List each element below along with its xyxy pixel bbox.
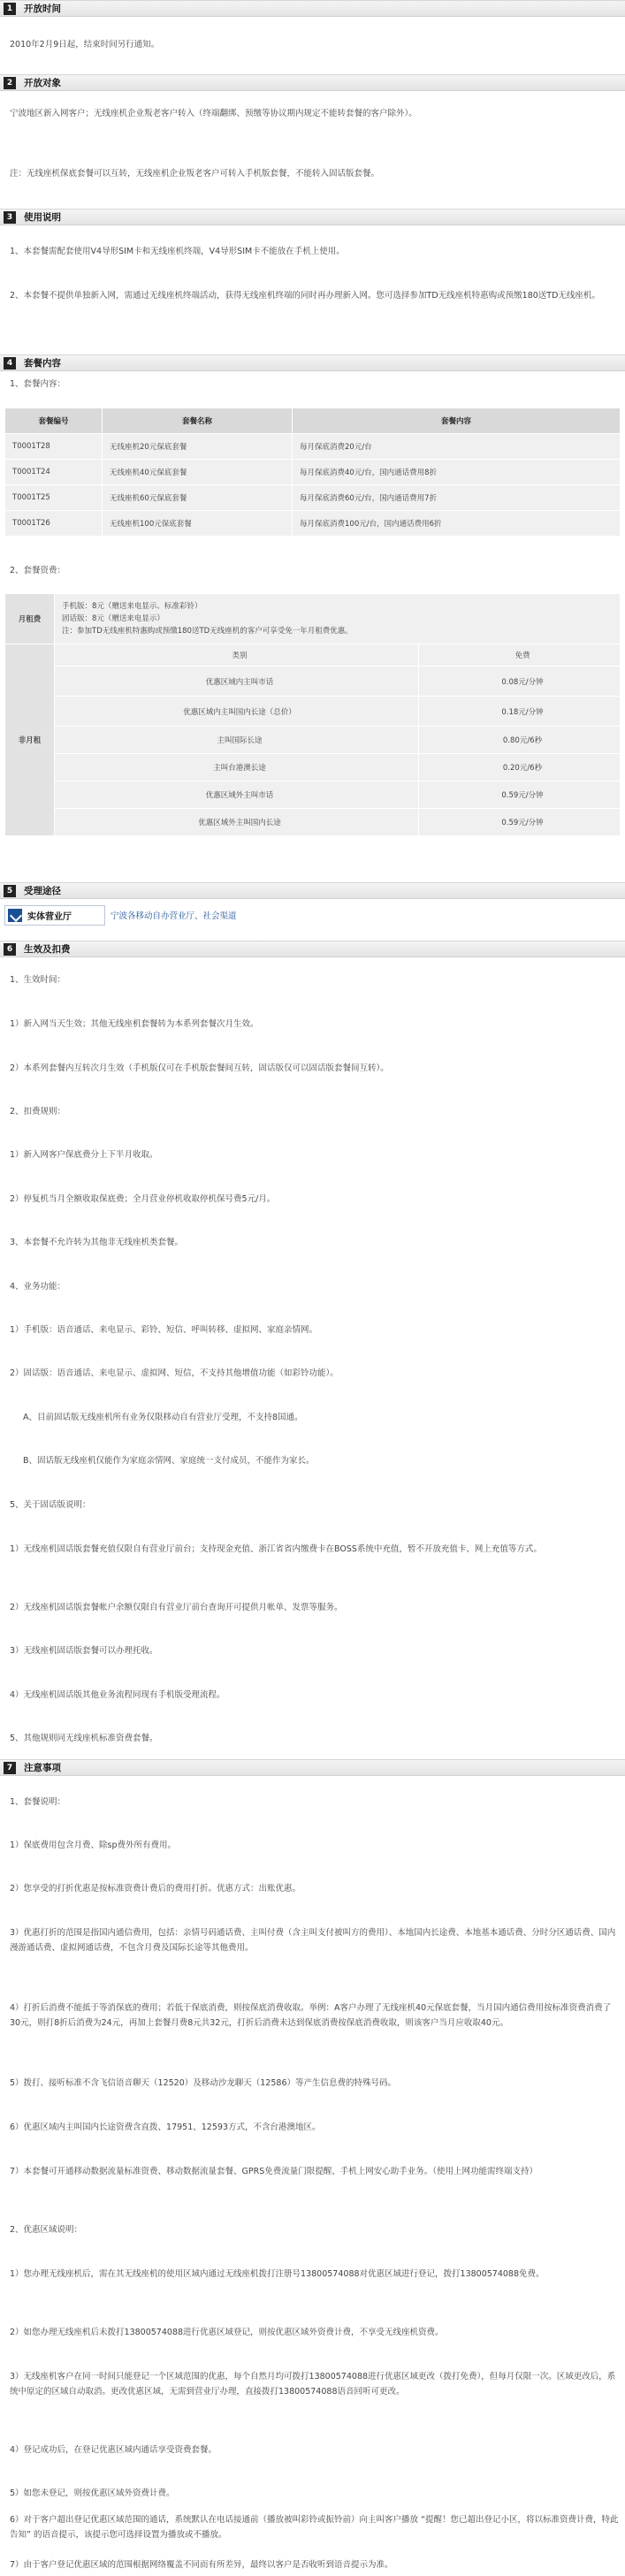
- paragraph: 6）对于客户超出登记优惠区域范围的通话，系统默认在电话接通前（播放被叫彩铃或振铃前）向主叫客户播放 “提醒！您已超出登记小区，将以标准资费计费，特此告知” 的语音提示，该提示您可选择设置为播放或不播放。: [10, 2515, 619, 2540]
- paragraph: 3）无线座机客户在同一时间只能登记一个区域范围的优惠，每个自然月均可拨打13800574088进行优惠区域更改（拨打免费），但每月仅限一次。区域更改后，系统中原定的区域自动取消。更改优惠区域，无需到营业厅办理，直接拨打13800574088语音回听可更改。: [10, 2372, 616, 2397]
- table-cell: 优惠区域外主叫市话: [55, 781, 419, 809]
- paragraph: 1、生效时间：: [10, 975, 66, 985]
- table-row: [5, 460, 621, 485]
- paragraph: 2、本套餐不提供单独新入网，需通过无线座机终端活动，获得无线座机终端的同时再办理新入网。您可选择参加TD无线座机特惠购或预缴180送TD无线座机。: [10, 291, 600, 301]
- paragraph: 2、扣费规则：: [10, 1107, 66, 1117]
- section-package-content: [0, 354, 625, 882]
- paragraph: 2）固话版：语音通话、来电显示、虚拟网、短信，不支持其他增值功能（如彩铃功能）。: [10, 1368, 339, 1378]
- table-cell: 0.08元/分钟: [419, 667, 621, 697]
- table-row: [5, 594, 621, 644]
- table-header: 套餐编号: [5, 408, 103, 434]
- paragraph: 宁波地区新入网客户；无线座机企业叛老客户转入（终端翻绑、预缴等协议期内规定不能转套餐的客户除外）。: [10, 109, 417, 118]
- paragraph: 5）拨打、接听标准不含飞信语音聊天（12520）及移动沙龙聊天（12586）等产生信息费的特殊号码。: [10, 2078, 396, 2088]
- paragraph: 3）优惠打折的范围是指国内通信费用，包括：亲情号码通话费、主叫付费（含主叫支付被叫方的费用）、本地国内长途费、本地基本通话费、分时分区通话费、国内漫游通话费、虚拟网通话费，不包含月费及国际长途等其他费用。: [10, 1928, 616, 1953]
- table-cell: 每月保底消费100元/台，国内通话费用6折: [293, 511, 621, 537]
- check-icon: [8, 909, 22, 922]
- nonmonthly-label: 非月租: [5, 644, 55, 836]
- section-title: 套餐内容: [24, 358, 61, 369]
- section-notes: [0, 1759, 625, 2576]
- paragraph: 3、本套餐不允许转为其他非无线座机类套餐。: [10, 1238, 184, 1247]
- paragraph: 7）由于客户登记优惠区域的范围根据网络覆盖不同而有所差异，最终以客户是否收听到语音提示为准。: [10, 2560, 393, 2570]
- section-title: 注意事项: [24, 1763, 61, 1773]
- section-header: [0, 209, 625, 225]
- section-number: 1: [4, 3, 16, 15]
- table-cell: 0.59元/分钟: [419, 809, 621, 836]
- monthly-line: 固话版：8元（赠送来电显示）: [62, 614, 164, 623]
- section-effect-billing: [0, 941, 625, 1759]
- section-open-time: [0, 0, 625, 74]
- table-cell: 无线座机20元保底套餐: [103, 434, 293, 460]
- paragraph: 4）登记成功后，在登记优惠区域内通话享受资费套餐。: [10, 2445, 217, 2455]
- section-usage: [0, 209, 625, 354]
- section-title: 开放时间: [24, 4, 61, 14]
- table-header: 免费: [419, 644, 621, 667]
- table-header: 类别: [55, 644, 419, 667]
- monthly-line: 手机版：8元（赠送来电显示、标准彩铃）: [62, 602, 202, 611]
- store-badge-label: 实体营业厅: [27, 912, 72, 922]
- table-cell: 0.80元/6秒: [419, 727, 621, 754]
- section-channels: [0, 882, 625, 941]
- section-title: 使用说明: [24, 212, 61, 223]
- paragraph: 1）保底费用包含月费、除sp费外所有费用。: [10, 1841, 177, 1850]
- table-cell: 无线座机100元保底套餐: [103, 511, 293, 537]
- table-cell: 无线座机60元保底套餐: [103, 485, 293, 511]
- section-title: 开放对象: [24, 78, 61, 88]
- table-cell: 优惠区域内主叫国内长途（总价）: [55, 697, 419, 727]
- section-open-target: [0, 74, 625, 209]
- section-title: 受理途径: [24, 886, 61, 896]
- table-cell: T0001T24: [5, 460, 103, 485]
- fee-table: [4, 593, 621, 836]
- section-number: 7: [4, 1762, 16, 1774]
- paragraph: 1）新入网客户保底费分上下半月收取。: [10, 1150, 158, 1160]
- paragraph: 2010年2月9日起，结束时间另行通知。: [10, 40, 160, 50]
- package-table: [4, 408, 621, 537]
- table-row: [5, 485, 621, 511]
- section-number: 3: [4, 211, 16, 224]
- paragraph: 2）您享受的打折优惠是按标准资费计费后的费用打折。优惠方式：出账优惠。: [10, 1884, 301, 1894]
- channel-link-text[interactable]: 宁波各移动自办营业厅、社会渠道: [111, 911, 237, 921]
- table-cell: 每月保底消费40元/台，国内通话费用8折: [293, 460, 621, 485]
- section-header: [0, 1759, 625, 1776]
- table-cell: T0001T28: [5, 434, 103, 460]
- section-number: 4: [4, 357, 16, 370]
- table-cell: T0001T25: [5, 485, 103, 511]
- section-header: [0, 354, 625, 371]
- paragraph: 2、优惠区域说明：: [10, 2225, 83, 2235]
- paragraph: 1、套餐说明：: [10, 1797, 66, 1807]
- paragraph: 1、套餐内容：: [10, 379, 66, 389]
- section-number: 5: [4, 885, 16, 897]
- paragraph: 注：无线座机保底套餐可以互转，无线座机企业叛老客户可转入手机版套餐，不能转入固话版套餐。: [10, 169, 380, 179]
- table-cell: 每月保底消费20元/台: [293, 434, 621, 460]
- table-row: [5, 511, 621, 537]
- paragraph: 2）无线座机固话版套餐帐户余额仅限自有营业厅前台查询开可提供月帐单、发票等服务。: [10, 1603, 343, 1612]
- paragraph: 7）本套餐可开通移动数据流量标准资费、移动数据流量套餐、GPRS免费流量门限提醒、手机上网安心助手业务。（使用上网功能需终端支持）: [10, 2167, 538, 2176]
- table-header: 套餐内容: [293, 408, 621, 434]
- table-cell: 每月保底消费60元/台，国内通话费用7折: [293, 485, 621, 511]
- table-row: [5, 727, 621, 754]
- table-cell: 主叫国际长途: [55, 727, 419, 754]
- table-cell: 优惠区域外主叫国内长途: [55, 809, 419, 836]
- table-row: [5, 754, 621, 781]
- paragraph: 5）如您未登记，则按优惠区域外资费计费。: [10, 2488, 175, 2498]
- table-cell: 主叫台港澳长途: [55, 754, 419, 781]
- paragraph: 4、业务功能：: [10, 1282, 66, 1292]
- paragraph: 2）停复机当月全额收取保底费；全月营业停机收取停机保号费5元/月。: [10, 1194, 276, 1204]
- store-badge: [4, 905, 105, 926]
- table-row: [5, 434, 621, 460]
- section-number: 2: [4, 77, 16, 89]
- paragraph: 4）无线座机固话版其他业务流程同现有手机版受理流程。: [10, 1690, 225, 1700]
- table-cell: 0.18元/分钟: [419, 697, 621, 727]
- table-row: [5, 667, 621, 697]
- paragraph: 6）优惠区域内主叫国内长途资费含直拨、17951、12593方式，不含台港澳地区。: [10, 2123, 321, 2132]
- table-row: [5, 781, 621, 809]
- section-header: [0, 882, 625, 899]
- table-row: [5, 644, 621, 667]
- paragraph: 5、其他规则同无线座机标准资费套餐。: [10, 1734, 158, 1743]
- section-header: [0, 74, 625, 91]
- table-header: 套餐名称: [103, 408, 293, 434]
- paragraph: 3）无线座机固话版套餐可以办理托收。: [10, 1646, 158, 1656]
- table-row: [5, 697, 621, 727]
- monthly-line: 注：参加TD无线座机特惠购或预缴180送TD无线座机的客户可享受免一年月租费优惠。: [62, 627, 353, 636]
- paragraph: 1）新入网当天生效；其他无线座机套餐转为本系列套餐次月生效。: [10, 1019, 259, 1029]
- table-row: [5, 809, 621, 836]
- paragraph: 2、套餐资费：: [10, 566, 66, 575]
- paragraph: 4）打折后消费不能抵于等消保底的费用；若低于保底消费，则按保底消费收取。举例：A客户办理了无线座机40元保底套餐，当月国内通信费用按标准资费消费了30元，则打8折后消费为24元，再加上套餐月费8元共32元，打折后消费未达到保底消费按保底消费收取，则该客户当月应收取40元。: [10, 2003, 612, 2028]
- table-cell: 0.59元/分钟: [419, 781, 621, 809]
- section-header: [0, 941, 625, 957]
- channels-link[interactable]: [111, 909, 237, 921]
- paragraph: 1、本套餐需配套使用V4导形SIM卡和无线座机终端，V4导形SIM卡不能放在手机上使用。: [10, 247, 345, 256]
- section-header: [0, 0, 625, 17]
- paragraph: 1）手机版：语音通话、来电显示、彩铃、短信、呼叫转移、虚拟网、家庭亲情网。: [10, 1325, 318, 1335]
- paragraph: 1）无线座机固话版套餐充值仅限自有营业厅前台；支持现金充值、浙江省省内缴费卡在BOSS系统中充值，暂不开放充值卡、网上充值等方式。: [10, 1544, 542, 1554]
- paragraph: 1）您办理无线座机后，需在其无线座机的使用区域内通过无线座机拨打注册号13800574088对优惠区域进行登记，拨打13800574088免费。: [10, 2269, 545, 2279]
- section-number: 6: [4, 943, 16, 956]
- paragraph: 2）本系列套餐内互转次月生效（手机版仅可在手机版套餐间互转，固话版仅可以固话版套餐间互转）。: [10, 1063, 389, 1073]
- table-cell: 无线座机40元保底套餐: [103, 460, 293, 485]
- table-cell: 0.20元/6秒: [419, 754, 621, 781]
- paragraph: 2）如您办理无线座机后未拨打13800574088进行优惠区域登记，则按优惠区域外资费计费，不享受无线座机资费。: [10, 2328, 444, 2337]
- paragraph: A、目前固话版无线座机所有业务仅限移动自有营业厅受理，不支持8国通。: [23, 1413, 303, 1422]
- monthly-label: 月租费: [5, 594, 55, 644]
- paragraph: B、固话版无线座机仅能作为家庭亲情网、家庭统一支付成员，不能作为家长。: [23, 1456, 315, 1466]
- section-title: 生效及扣费: [24, 944, 71, 955]
- table-cell: T0001T26: [5, 511, 103, 537]
- monthly-content: [55, 594, 621, 644]
- table-cell: 优惠区域内主叫市话: [55, 667, 419, 697]
- paragraph: 5、关于固话版说明：: [10, 1500, 91, 1510]
